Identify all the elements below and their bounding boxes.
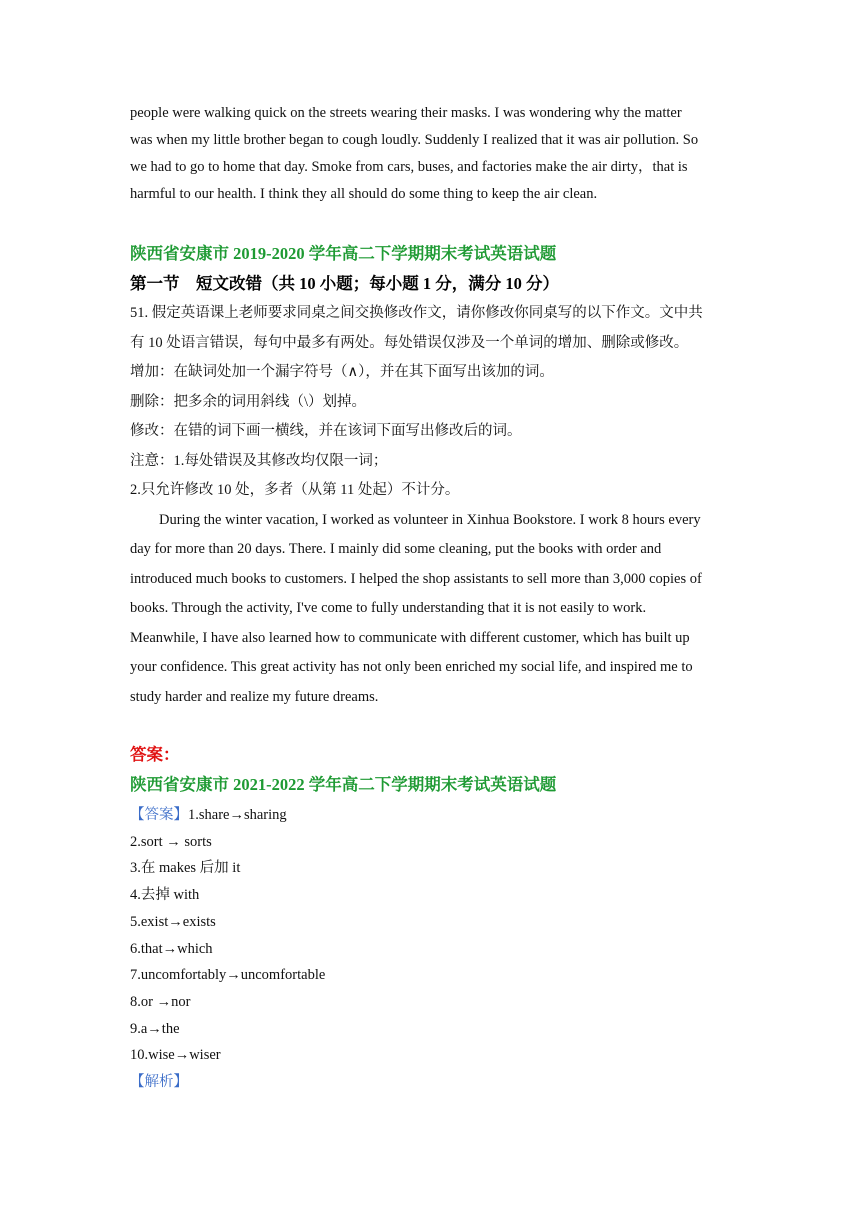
- essay-line: introduced much books to customers. I helped the shop assistants to sell more than 3,000 copies of: [130, 570, 702, 587]
- essay-paragraph: [130, 506, 732, 713]
- answer-item: 5.exist→exists: [130, 913, 216, 930]
- instruction-line: 2.只允许修改 10 处，多者（从第 11 处起）不计分。: [130, 482, 460, 498]
- answer-item: 3.在 makes 后加 it: [130, 860, 241, 877]
- document-content: [130, 100, 732, 1096]
- answer-label: 答案：: [130, 745, 180, 764]
- instruction-line: 51. 假定英语课上老师要求同桌之间交换修改作文，请你修改你同桌写的以下作文。文中共: [130, 305, 703, 321]
- instructions: [130, 299, 732, 506]
- instruction-line: 注意：1.每处错误及其修改均仅限一词；: [130, 452, 388, 469]
- answer-item: 2.sort → sorts: [130, 833, 212, 850]
- answer-text: 1.share→sharing: [188, 807, 287, 823]
- text-line: harmful to our health. I think they all should do some thing to keep the air clean.: [130, 186, 598, 202]
- essay-line: study harder and realize my future dreams.: [130, 688, 379, 705]
- answer-item: [130, 802, 732, 829]
- essay-line: Meanwhile, I have also learned how to communicate with different customer, which has built up: [130, 629, 690, 646]
- analysis-tag: 【解析】: [130, 1074, 188, 1091]
- answer-item: 9.a→the: [130, 1020, 180, 1037]
- instruction-line: 增加：在缺词处加一个漏字符号（∧），并在其下面写出该加的词。: [130, 364, 554, 380]
- exam-heading-2021: 陕西省安康市 2021-2022 学年高二下学期期末考试英语试题: [130, 775, 557, 794]
- answer-item: 6.that→which: [130, 940, 213, 957]
- instruction-line: 修改：在错的词下画一横线，并在该词下面写出修改后的词。: [130, 423, 522, 439]
- essay-line: books. Through the activity, I've come to fully understanding that it is not easily to work.: [130, 600, 647, 616]
- text-line: was when my little brother began to cough loudly. Suddenly I realized that it was air pollution. So: [130, 132, 699, 148]
- text-line: people were walking quick on the streets wearing their masks. I was wondering why the matter: [130, 105, 682, 121]
- intro-paragraph: [130, 100, 732, 208]
- exam-heading-2019: 陕西省安康市 2019-2020 学年高二下学期期末考试英语试题: [130, 244, 557, 263]
- instruction-line: 有 10 处语言错误，每句中最多有两处。每处错误仅涉及一个单词的增加、删除或修改。: [130, 334, 689, 351]
- essay-line: your confidence. This great activity has not only been enriched my social life, and inspired me to: [130, 659, 693, 675]
- instruction-line: 删除：把多余的词用斜线（\）划掉。: [130, 393, 367, 410]
- answer-list: [130, 802, 732, 1069]
- text-line: we had to go to home that day. Smoke from cars, buses, and factories make the air dirty，that is: [130, 159, 688, 175]
- answer-item: 4.去掉 with: [130, 887, 200, 904]
- section-title: 第一节 短文改错（共 10 小题；每小题 1 分，满分 10 分）: [130, 274, 559, 293]
- answer-item: 8.or →nor: [130, 993, 191, 1010]
- answer-item: 7.uncomfortably→uncomfortable: [130, 967, 326, 984]
- answer-tag: 【答案】: [130, 807, 188, 823]
- essay-line: day for more than 20 days. There. I mainly did some cleaning, put the books with order and: [130, 541, 662, 557]
- answer-item: 10.wise→wiser: [130, 1047, 221, 1064]
- essay-line: During the winter vacation, I worked as volunteer in Xinhua Bookstore. I work 8 hours every: [159, 511, 701, 528]
